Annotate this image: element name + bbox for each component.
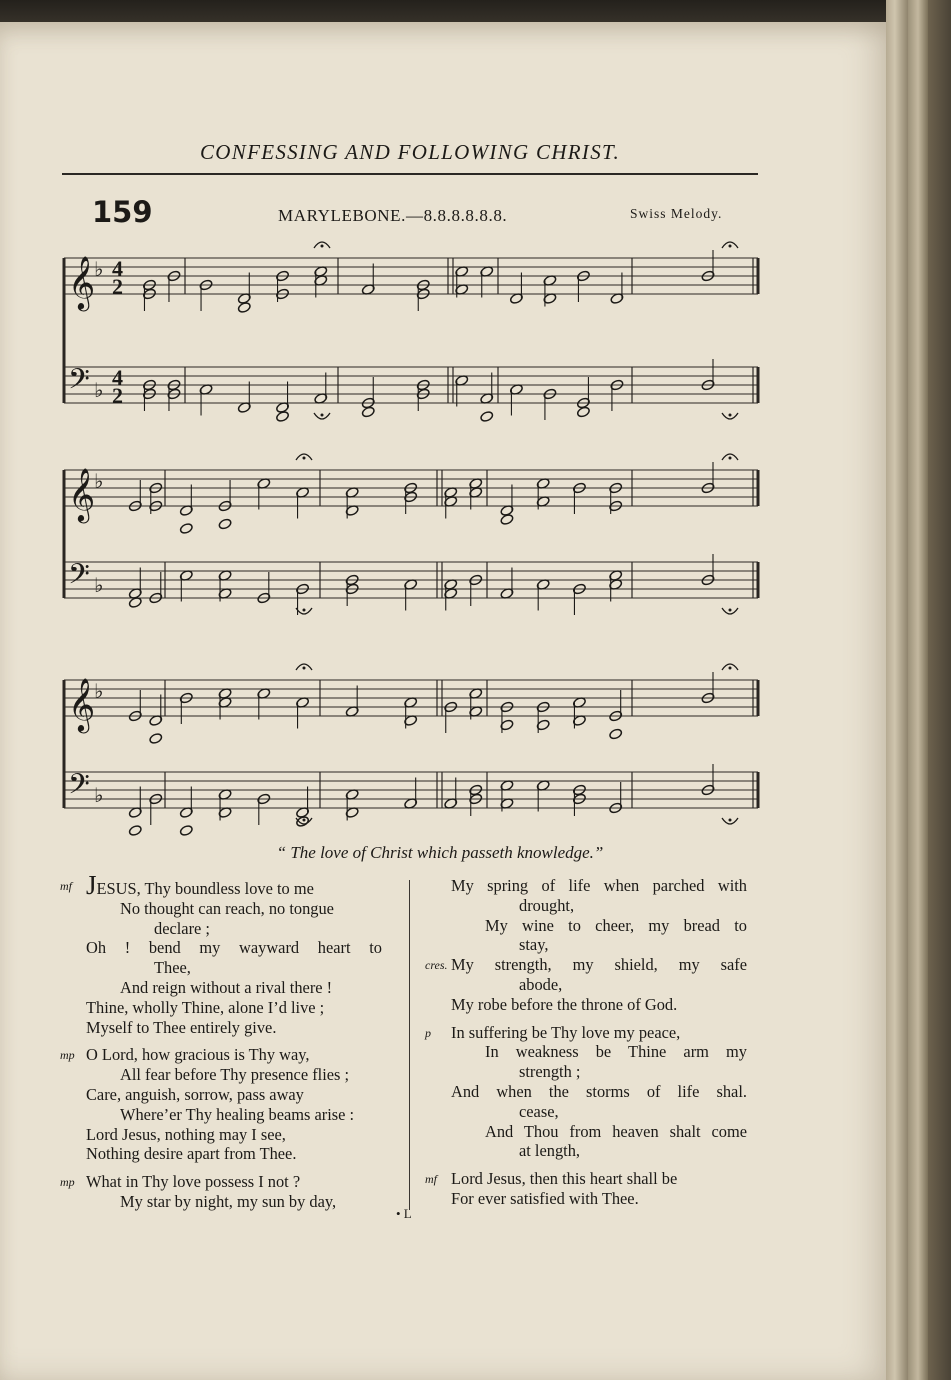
fermata-dot xyxy=(729,819,732,822)
fermata-dot xyxy=(303,609,306,612)
time-signature-bottom: 2 xyxy=(112,274,123,299)
fermata-dot xyxy=(303,667,306,670)
dynamic-marking: mf xyxy=(60,879,72,893)
drop-cap: J xyxy=(86,870,97,900)
note-head xyxy=(295,815,309,827)
verse-line: In weakness be Thine arm my xyxy=(485,1042,747,1062)
verse-line: Lord Jesus, nothing may I see, xyxy=(86,1124,286,1144)
note-head xyxy=(609,728,623,740)
verse-line: And reign without a rival there ! xyxy=(120,977,333,997)
key-signature-flat: ♭ xyxy=(94,573,104,597)
verse-line: My robe before the throne of God. xyxy=(451,994,678,1014)
verse-line: And Thou from heaven shalt come xyxy=(485,1121,747,1141)
time-signature-bottom: 2 xyxy=(112,383,123,408)
fermata-dot xyxy=(729,245,732,248)
verse-line: For ever satisfied with Thee. xyxy=(451,1188,639,1208)
fermata-dot xyxy=(303,819,306,822)
key-signature-flat: ♭ xyxy=(94,469,104,493)
verse-line: Oh ! bend my wayward heart to xyxy=(86,938,382,958)
verse-line: mp O Lord, how gracious is Thy way, xyxy=(60,1045,310,1065)
verse-line: All fear before Thy presence flies ; xyxy=(120,1065,350,1085)
signature-mark: • L xyxy=(396,1206,412,1221)
fermata-dot xyxy=(321,414,324,417)
fermata-dot xyxy=(321,245,324,248)
epigraph: “ The love of Christ which passeth knowledge.” xyxy=(276,843,604,862)
running-head: CONFESSING AND FOLLOWING CHRIST. xyxy=(199,140,620,164)
note-head xyxy=(275,410,289,422)
key-signature-flat: ♭ xyxy=(94,679,104,703)
verse-line: Where’er Thy healing beams arise : xyxy=(120,1104,355,1124)
verse-line: p In suffering be Thy love my peace, xyxy=(425,1022,681,1042)
verse-column-right xyxy=(425,876,765,1209)
fermata-dot xyxy=(729,414,732,417)
verse-line: Myself to Thee entirely give. xyxy=(86,1017,277,1037)
note-head xyxy=(128,824,142,836)
dynamic-marking: mf xyxy=(425,1172,437,1187)
verse-line: strength ; xyxy=(519,1062,581,1082)
treble-clef: 𝄞 xyxy=(68,255,96,309)
verse-line: No thought can reach, no tongue xyxy=(120,898,334,918)
verse-line: stay, xyxy=(519,935,549,955)
fermata-dot xyxy=(303,457,306,460)
time-signature-top: 4 xyxy=(112,365,123,390)
time-signature-top: 4 xyxy=(112,256,123,281)
verse-line: Care, anguish, sorrow, pass away xyxy=(86,1084,304,1104)
verse-line: at length, xyxy=(519,1141,580,1161)
verse-line: drought, xyxy=(519,895,575,915)
fermata-dot xyxy=(729,609,732,612)
dynamic-marking: mp xyxy=(60,1048,75,1063)
note-head xyxy=(179,824,193,836)
verse-line: mf JESUS, Thy boundless love to me xyxy=(60,870,314,900)
verse-line: Nothing desire apart from Thee. xyxy=(86,1144,297,1164)
verse-line: Thine, wholly Thine, alone I’d live ; xyxy=(86,997,325,1017)
note-head xyxy=(237,301,251,313)
verse-line: mf Lord Jesus, then this heart shall be xyxy=(425,1169,678,1189)
verse-line: My wine to cheer, my bread to xyxy=(485,915,747,935)
verse-column-left xyxy=(60,870,400,1212)
verse-line: cres. My strength, my shield, my safe xyxy=(425,955,747,975)
dynamic-marking: mp xyxy=(60,1175,75,1190)
bass-clef: 𝄢 xyxy=(68,558,90,598)
key-signature-flat: ♭ xyxy=(94,378,104,402)
bass-clef: 𝄢 xyxy=(68,768,90,808)
verse-line: And when the storms of life shal. xyxy=(451,1081,747,1101)
verse-line: My spring of life when parched with xyxy=(451,876,747,895)
key-signature-flat: ♭ xyxy=(94,783,104,807)
note-head xyxy=(149,732,163,744)
treble-clef: 𝄞 xyxy=(68,677,96,731)
key-signature-flat: ♭ xyxy=(94,257,104,281)
tune-name: MARYLEBONE.—8.8.8.8.8.8. xyxy=(278,206,508,225)
note-head xyxy=(480,410,494,422)
hymn-number: 159 xyxy=(92,195,153,229)
verse-line: Thee, xyxy=(154,958,191,978)
note-head xyxy=(179,522,193,534)
verse-line: My star by night, my sun by day, xyxy=(120,1191,337,1211)
verse-line: mp What in Thy love possess I not ? xyxy=(60,1172,301,1192)
verse-line: declare ; xyxy=(154,918,210,938)
dynamic-marking: cres. xyxy=(425,958,448,973)
bass-clef: 𝄢 xyxy=(68,363,90,403)
note-head xyxy=(576,406,590,418)
fermata-dot xyxy=(729,457,732,460)
verse-line: cease, xyxy=(519,1101,559,1121)
verse-line: abode, xyxy=(519,974,563,994)
tune-source: Swiss Melody. xyxy=(630,206,723,221)
note-head xyxy=(361,406,375,418)
treble-clef: 𝄞 xyxy=(68,467,96,521)
note-head xyxy=(500,513,514,525)
dynamic-marking: p xyxy=(425,1025,431,1040)
note-head xyxy=(218,518,232,530)
fermata-dot xyxy=(729,667,732,670)
column-divider xyxy=(409,880,410,1210)
